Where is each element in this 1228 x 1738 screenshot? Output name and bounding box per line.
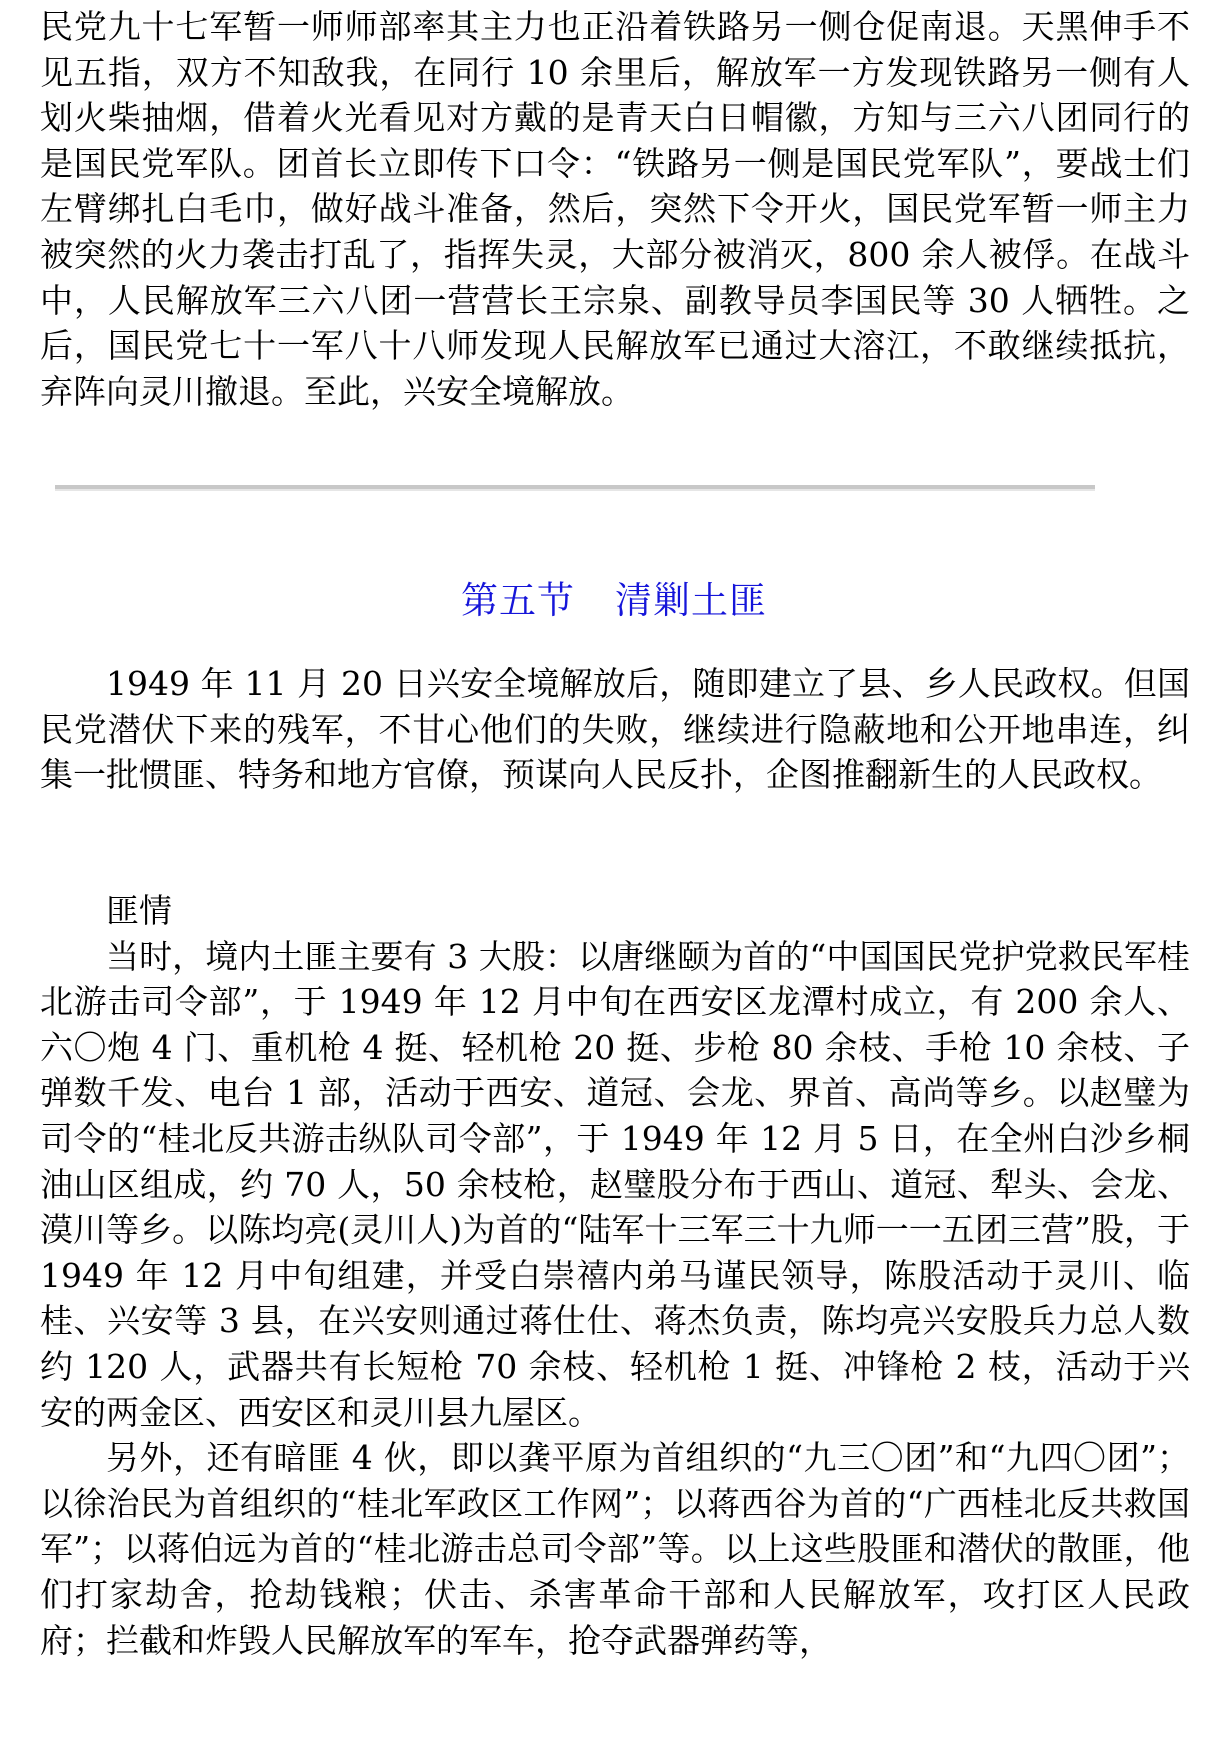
bandit-info-block: [40, 888, 1190, 1663]
bandits-paragraph: 当时，境内土匪主要有 3 大股：以唐继颐为首的“中国国民党护党救民军桂北游击司令部”，于 1949 年 12 月中旬在西安区龙潭村成立，有 200 余人、六〇炮 4 门、重机枪 4 挺、轻机枪 20 挺、步枪 80 余枝、手枪 10 余枝、子弹数千发、电台 1 部，活动于西安、道冠、会龙、界首、高尚等乡。以赵璧为司令的“桂北反共游击纵队司令部”，于 1949 年 12 月 5 日，在全州白沙乡桐油山区组成，约 70 人，50 余枝枪，赵璧股分布于西山、道冠、犁头、会龙、漠川等乡。以陈均亮(灵川人)为首的“陆军十三军三十九师一一五团三营”股，于 1949 年 12 月中旬组建，并受白崇禧内弟马谨民领导，陈股活动于灵川、临桂、兴安等 3 县，在兴安则通过蒋仕仕、蒋杰负责，陈均亮兴安股兵力总人数约 120 人，武器共有长短枪 70 余枝、轻机枪 1 挺、冲锋枪 2 枝，活动于兴安的两金区、西安区和灵川县九屋区。: [40, 936, 1190, 1432]
section-heading: [0, 570, 1228, 624]
section-number: 第五节: [461, 579, 575, 622]
intro-paragraph: 1949 年 11 月 20 日兴安全境解放后，随即建立了县、乡人民政权。但国民党潜伏下来的残军，不甘心他们的失败，继续进行隐蔽地和公开地串连，纠集一批惯匪、特务和地方官僚，预谋向人民反扑，企图推翻新生的人民政权。: [40, 664, 1190, 795]
subsection-heading: 匪情: [106, 891, 172, 930]
continuation-paragraph: 民党九十七军暂一师师部率其主力也正沿着铁路另一侧仓促南退。天黑伸手不见五指，双方不知敌我，在同行 10 余里后，解放军一方发现铁路另一侧有人划火柴抽烟，借着火光看见对方戴的是青天白日帽徽，方知与三六八团同行的是国民党军队。团首长立即传下口令：“铁路另一侧是国民党军队”，要战士们左臂绑扎白毛巾，做好战斗准备，然后，突然下令开火，国民党军暂一师主力被突然的火力袭击打乱了，指挥失灵，大部分被消灭，800 余人被俘。在战斗中，人民解放军三六八团一营营长王宗泉、副教导员李国民等 30 人牺牲。之后，国民党七十一军八十八师发现人民解放军已通过大溶江，不敢继续抵抗，弃阵向灵川撤退。至此，兴安全境解放。: [40, 7, 1190, 411]
hidden-bandits-paragraph: 另外，还有暗匪 4 伙，即以龚平原为首组织的“九三〇团”和“九四〇团”；以徐治民为首组织的“桂北军政区工作网”；以蒋西谷为首的“广西桂北反共救国军”；以蒋伯远为首的“桂北游击总司令部”等。以上这些股匪和潜伏的散匪，他们打家劫舍，抢劫钱粮；伏击、杀害革命干部和人民解放军，攻打区人民政府；拦截和炸毁人民解放军的军车，抢夺武器弹药等，: [40, 1438, 1190, 1660]
intro-text-block: [40, 661, 1190, 798]
section-divider: [55, 485, 1095, 491]
top-text-block: [40, 0, 1190, 414]
section-title: 清剿土匪: [615, 579, 767, 622]
